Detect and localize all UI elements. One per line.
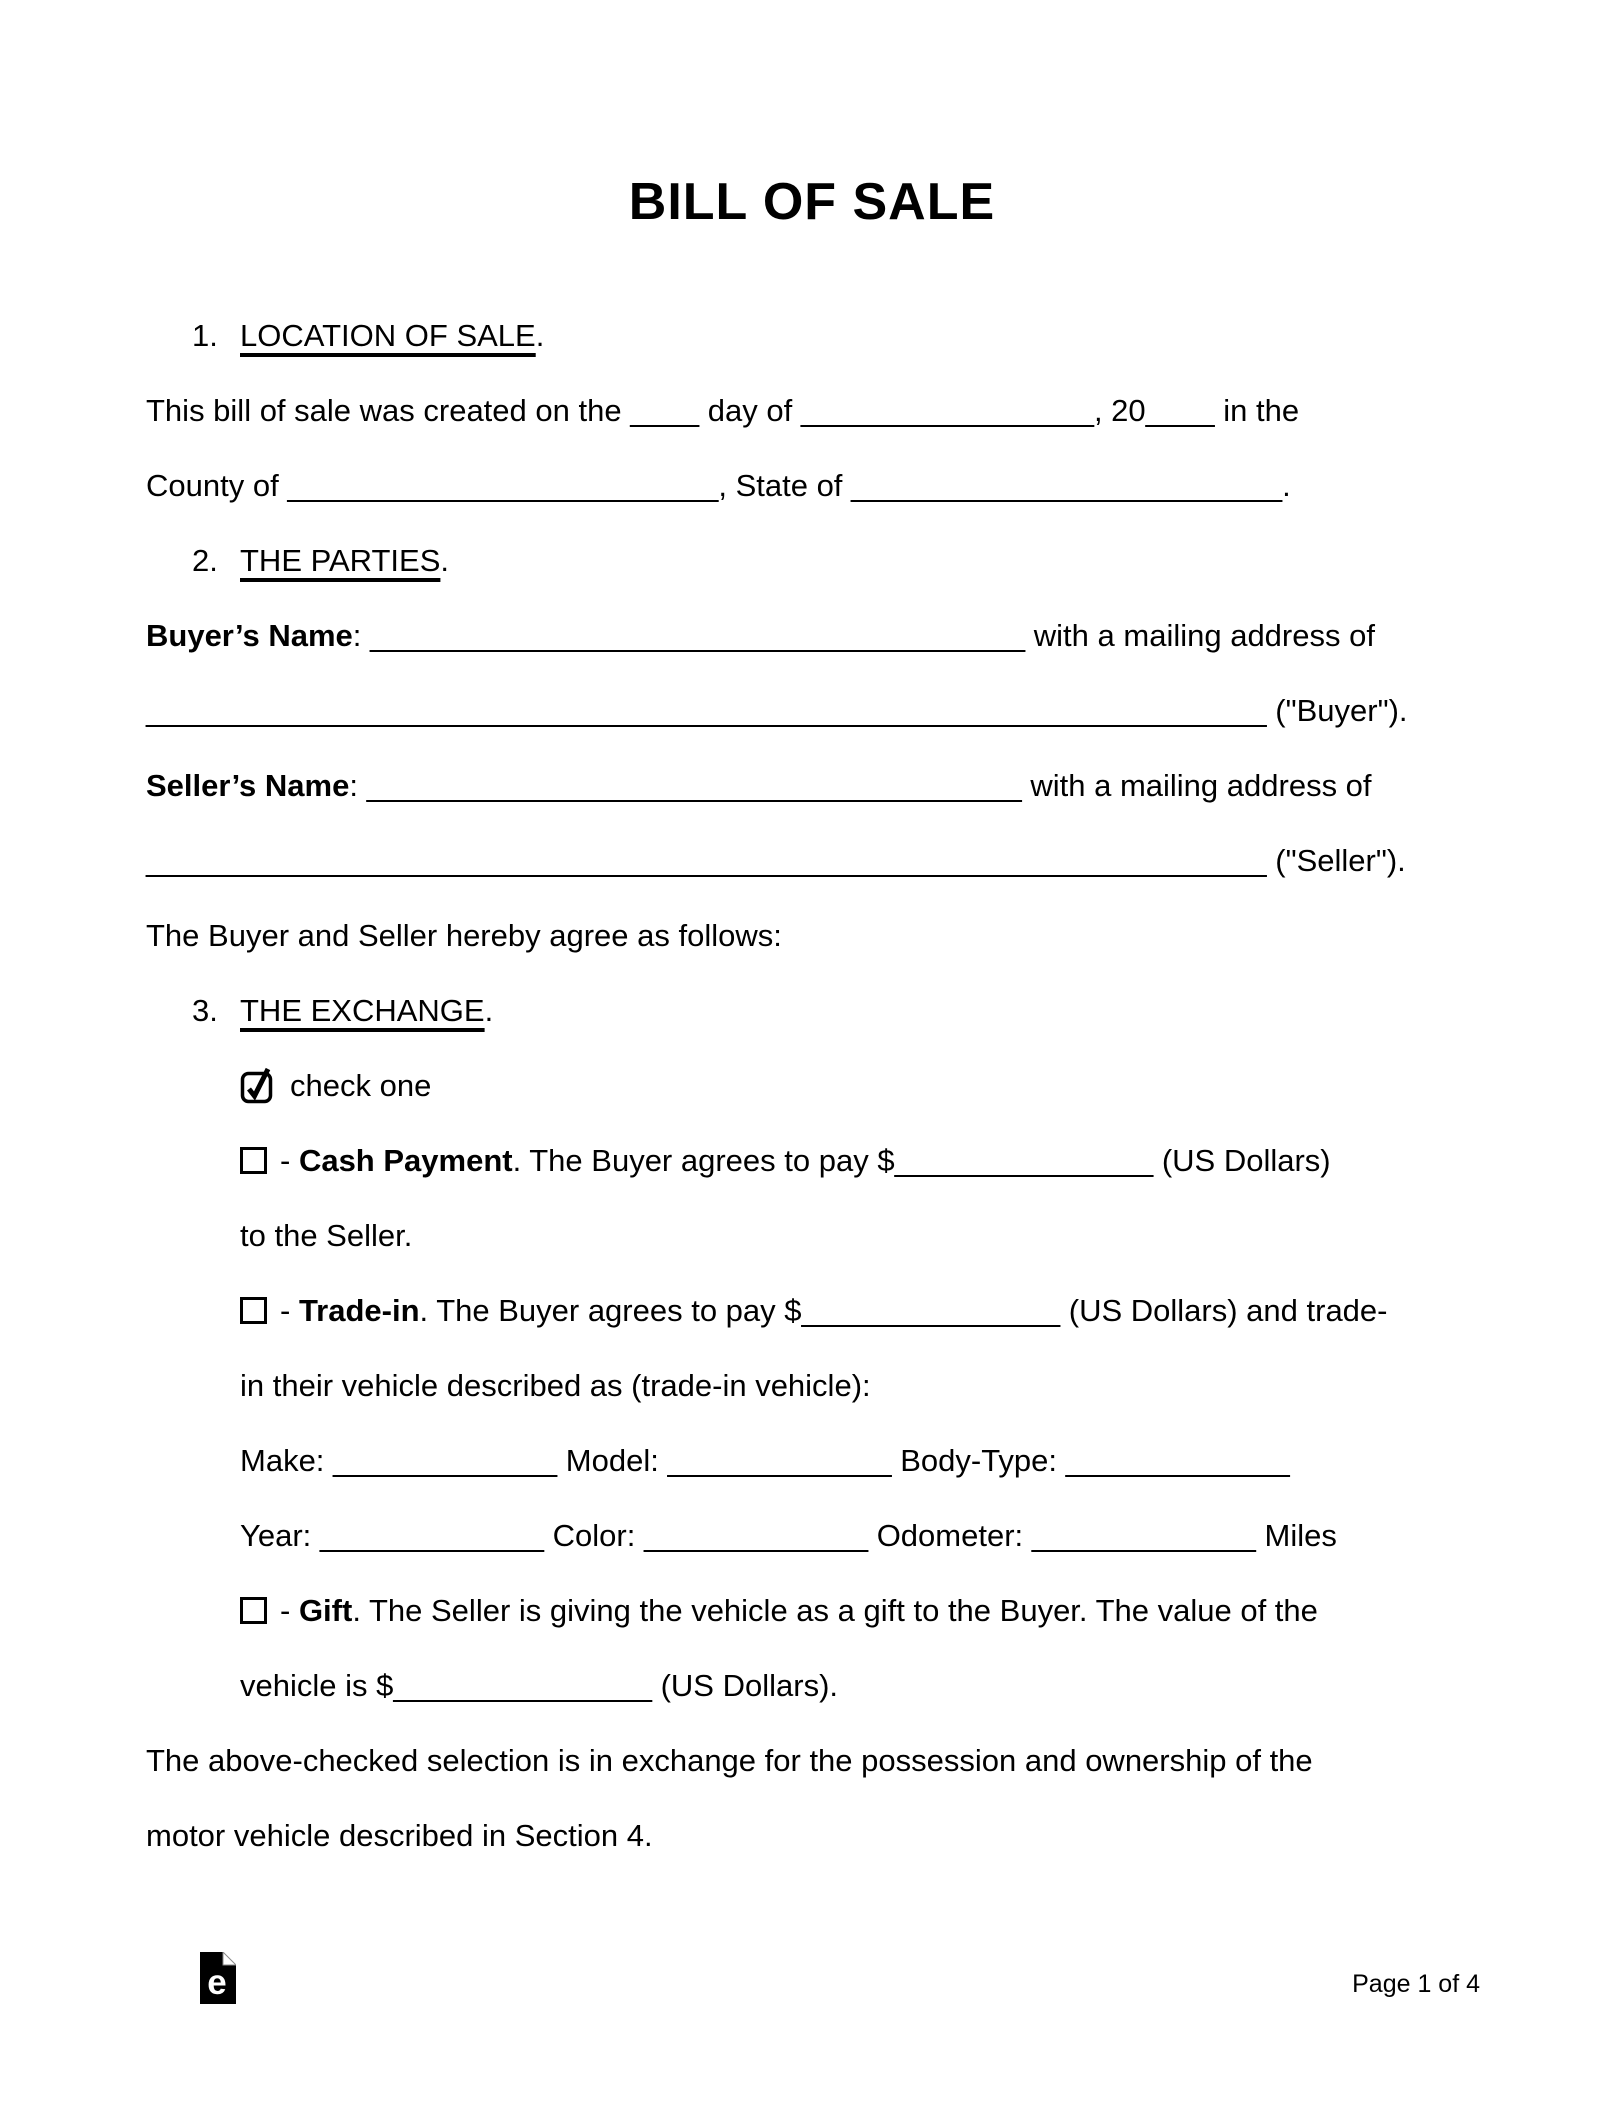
state-blank[interactable]: _________________________ xyxy=(851,468,1283,503)
text-segment: - xyxy=(280,1143,299,1178)
seller-name-blank[interactable]: ______________________________________ xyxy=(366,768,1022,803)
buyer-name-blank[interactable]: ______________________________________ xyxy=(370,618,1026,653)
trade-in-amount-blank[interactable]: _______________ xyxy=(801,1293,1061,1328)
exchange-summary-line-2 xyxy=(146,1816,1506,1891)
section-heading-period: . xyxy=(484,993,494,1028)
text-segment: to the Seller. xyxy=(240,1218,413,1253)
make-model-bodytype-line xyxy=(146,1441,1506,1516)
exchange-summary-line-1 xyxy=(146,1741,1506,1816)
text-segment: motor vehicle described in Section 4. xyxy=(146,1818,653,1853)
buyer-name-line xyxy=(146,616,1506,691)
page-number: Page 1 of 4 xyxy=(1352,1970,1480,1998)
section-heading-text: THE PARTIES xyxy=(240,543,441,578)
vehicle-year-blank[interactable]: _____________ xyxy=(319,1518,545,1553)
text-segment: : xyxy=(349,768,367,803)
cash-amount-blank[interactable]: _______________ xyxy=(894,1143,1154,1178)
page-title: BILL OF SALE xyxy=(628,173,996,231)
text-segment: Year: xyxy=(240,1518,320,1553)
text-segment: (US Dollars) xyxy=(1153,1143,1331,1178)
text-segment: , State of xyxy=(718,468,852,503)
text-segment: - xyxy=(280,1593,299,1628)
check-one-checkbox[interactable] xyxy=(240,1066,274,1114)
text-segment: . The Seller is giving the vehicle as a gift to the Buyer. The value of the xyxy=(352,1593,1318,1628)
trade-in-vehicle-line xyxy=(146,1366,1506,1441)
buyer-address-line xyxy=(146,691,1506,766)
text-segment: Buyer’s Name xyxy=(146,618,353,653)
check-one-line xyxy=(146,1066,1506,1141)
county-state-line xyxy=(146,466,1506,541)
section-number: 2. xyxy=(192,543,218,578)
text-segment: This bill of sale was created on the xyxy=(146,393,631,428)
text-segment: Make: xyxy=(240,1443,334,1478)
seller-address-blank[interactable]: _________________________________________________________________ xyxy=(146,843,1267,878)
text-segment: Odometer: xyxy=(868,1518,1032,1553)
month-blank[interactable]: _________________ xyxy=(800,393,1094,428)
eforms-logo-icon xyxy=(200,1952,236,2004)
cash-payment-line xyxy=(146,1141,1506,1216)
text-segment: Seller’s Name xyxy=(146,768,350,803)
section-2-heading xyxy=(146,541,1506,616)
year-color-odometer-line xyxy=(146,1516,1506,1591)
section-3-heading xyxy=(146,991,1506,1066)
year-blank[interactable]: ____ xyxy=(1145,393,1215,428)
to-the-seller-line xyxy=(146,1216,1506,1291)
text-segment: day of xyxy=(699,393,801,428)
section-heading-period: . xyxy=(535,318,545,353)
buyer-address-blank[interactable]: _________________________________________________________________ xyxy=(146,693,1267,728)
section-number: 1. xyxy=(192,318,218,353)
model-blank[interactable]: _____________ xyxy=(667,1443,892,1478)
text-segment: Color: xyxy=(544,1518,644,1553)
seller-address-line xyxy=(146,841,1506,916)
text-segment: Trade-in xyxy=(298,1293,420,1328)
text-segment: (US Dollars) and trade- xyxy=(1060,1293,1388,1328)
text-segment: in their vehicle described as (trade-in vehicle): xyxy=(240,1368,871,1403)
text-segment: Gift xyxy=(298,1593,353,1628)
text-segment: Body-Type: xyxy=(891,1443,1066,1478)
day-blank[interactable]: ____ xyxy=(630,393,700,428)
odometer-blank[interactable]: _____________ xyxy=(1031,1518,1256,1553)
text-segment: check one xyxy=(290,1068,432,1103)
text-segment: in the xyxy=(1214,393,1300,428)
section-heading-period: . xyxy=(440,543,450,578)
section-1-heading xyxy=(146,316,1506,391)
agreement-line xyxy=(146,916,1506,991)
text-segment: County of xyxy=(146,468,288,503)
county-blank[interactable]: _________________________ xyxy=(287,468,719,503)
text-segment: Model: xyxy=(557,1443,668,1478)
gift-line xyxy=(146,1591,1506,1666)
document-body xyxy=(146,316,1506,1891)
text-segment: . The Buyer agrees to pay $ xyxy=(419,1293,802,1328)
cash-payment-checkbox[interactable] xyxy=(240,1147,267,1174)
text-segment: Miles xyxy=(1255,1518,1337,1553)
gift-checkbox[interactable] xyxy=(240,1597,267,1624)
text-segment: Cash Payment xyxy=(298,1143,513,1178)
text-segment: ("Seller"). xyxy=(1266,843,1406,878)
logo-letter: e xyxy=(207,1963,227,2002)
text-segment: (US Dollars). xyxy=(651,1668,838,1703)
trade-in-checkbox[interactable] xyxy=(240,1297,267,1324)
text-segment: vehicle is $ xyxy=(240,1668,394,1703)
section-heading-text: LOCATION OF SALE xyxy=(240,318,536,353)
gift-value-line xyxy=(146,1666,1506,1741)
sale-date-line xyxy=(146,391,1506,466)
text-segment: : xyxy=(352,618,371,653)
section-heading-text: THE EXCHANGE xyxy=(240,993,485,1028)
body-type-blank[interactable]: _____________ xyxy=(1065,1443,1290,1478)
text-segment: ("Buyer"). xyxy=(1266,693,1408,728)
text-segment: . xyxy=(1282,468,1291,503)
make-blank[interactable]: _____________ xyxy=(333,1443,558,1478)
text-segment: The Buyer and Seller hereby agree as follows: xyxy=(146,918,782,953)
text-segment: . The Buyer agrees to pay $ xyxy=(512,1143,895,1178)
seller-name-line xyxy=(146,766,1506,841)
text-segment: - xyxy=(280,1293,299,1328)
gift-value-blank[interactable]: _______________ xyxy=(393,1668,652,1703)
text-segment: , 20 xyxy=(1093,393,1146,428)
text-segment: The above-checked selection is in exchange for the possession and ownership of the xyxy=(146,1743,1313,1778)
trade-in-line xyxy=(146,1291,1506,1366)
section-number: 3. xyxy=(192,993,218,1028)
color-blank[interactable]: _____________ xyxy=(643,1518,869,1553)
text-segment: with a mailing address of xyxy=(1025,618,1375,653)
text-segment: with a mailing address of xyxy=(1021,768,1372,803)
